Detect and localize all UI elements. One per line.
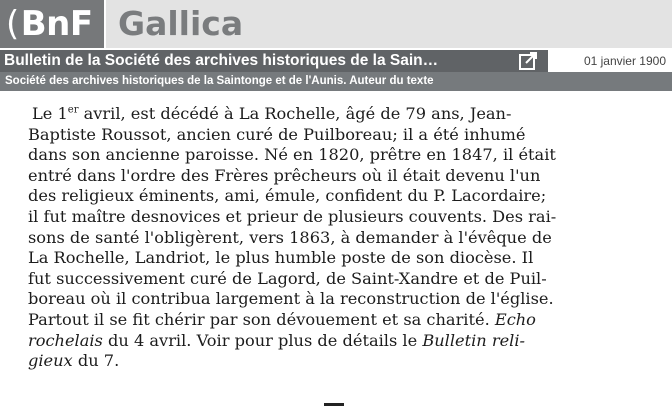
text-line: il fut maître desnovices et prieur de plusieurs couvents. Des rai- (28, 206, 557, 226)
site-name[interactable]: Gallica (106, 0, 672, 48)
text-line: La Rochelle, Landriot, le plus humble poste de son diocèse. Il (28, 248, 534, 268)
logo-paren: ( (6, 4, 19, 44)
text-line: boreau où il contribua largement à la reconstruction de l'église. (28, 289, 554, 309)
bnf-logo[interactable] (0, 0, 104, 48)
scanned-page-text (28, 104, 660, 372)
logo-text: BnF (20, 4, 93, 44)
text-line: sons de santé l'obligèrent, vers 1863, à demander à l'évêque de (28, 227, 552, 247)
text-line: dans son ancienne paroisse. Né en 1820, prêtre en 1847, il était (28, 145, 556, 165)
author-line[interactable]: Société des archives historiques de la Saintonge et de l'Aunis. Auteur du texte (0, 72, 672, 91)
brand-header (0, 0, 672, 48)
text-line: des religieux éminents, ami, émule, confident du P. Lacordaire; (28, 186, 547, 206)
share-icon[interactable] (516, 51, 540, 71)
text-line: Le 1er avril, est décédé à La Rochelle, âgé de 79 ans, Jean- (32, 104, 512, 123)
text-line: Partout il se fit chérir par son dévouement et sa charité. Echo (28, 309, 536, 329)
document-title[interactable]: Bulletin de la Société des archives historiques de la Sain… (0, 50, 548, 72)
text-line: Baptiste Roussot, ancien curé de Puilboreau; il a été inhumé (28, 124, 526, 144)
text-line: rochelais du 4 avril. Voir pour plus de détails le Bulletin reli- (28, 330, 525, 350)
page-break-mark (324, 403, 344, 406)
text-line: gieux du 7. (28, 351, 120, 371)
text-line: entré dans l'ordre des Frères prêcheurs où il était devenu l'un (28, 165, 541, 185)
publication-date: 01 janvier 1900 (583, 54, 666, 68)
text-line: fut successivement curé de Lagord, de Saint-Xandre et de Puil- (28, 268, 547, 288)
